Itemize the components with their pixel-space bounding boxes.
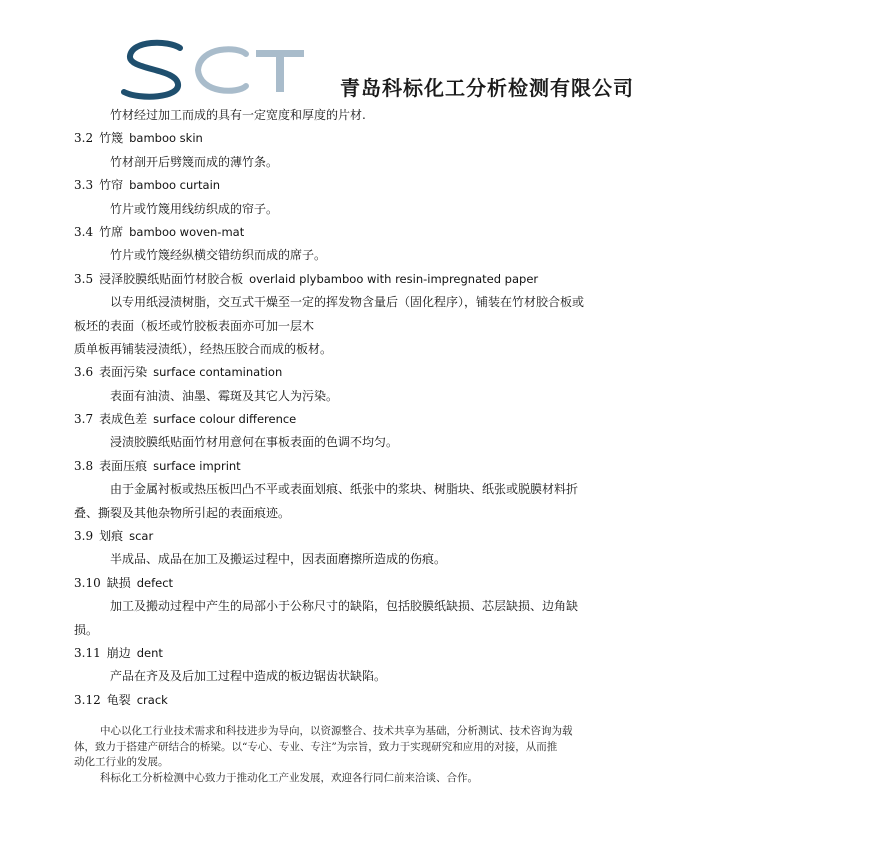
- section-desc: 由于金属衬板或热压板凹凸不平或表面划痕、纸张中的浆块、树脂块、纸张或脱膜材料折: [110, 482, 579, 497]
- section-desc: 竹片或竹篾用线纺织成的帘子。: [110, 201, 279, 216]
- company-name: 青岛科标化工分析检测有限公司: [340, 76, 634, 100]
- section-heading: 3.10 缺损 defect: [74, 575, 174, 590]
- section-desc: 产品在齐及及后加工过程中造成的板边锯齿状缺陷。: [110, 669, 387, 684]
- intro-text: 竹材经过加工而成的具有一定宽度和厚度的片材.: [110, 108, 366, 122]
- page-header: [0, 0, 870, 108]
- section-heading: 3.6 表面污染 surface contamination: [74, 365, 283, 380]
- section-desc-cont: 叠、撕裂及其他杂物所引起的表面痕迹。: [74, 505, 291, 520]
- section-desc-cont: 损。: [74, 622, 99, 637]
- section-desc: 表面有油渍、油墨、霉斑及其它人为污染。: [110, 388, 339, 403]
- section-desc-cont: 质单板再铺装浸渍纸），经热压胶合而成的板材。: [74, 341, 333, 356]
- footer-line: 中心以化工行业技术需求和科技进步为导向，以资源整合、技术共享为基础，分析测试、技术咨询为载: [100, 725, 573, 737]
- section-heading: 3.12 龟裂 crack: [74, 692, 168, 707]
- footer-line: 体，致力于搭建产研结合的桥梁。以“专心、专业、专注”为宗旨，致力于实现研究和应用的对接，从而推: [74, 740, 558, 753]
- section-heading: 3.11 崩边 dent: [74, 645, 163, 660]
- section-desc: 竹片或竹篾经纵横交错纺织而成的席子。: [110, 248, 327, 263]
- section-heading: 3.2 竹篾 bamboo skin: [74, 131, 203, 146]
- section-heading: 3.3 竹帘 bamboo curtain: [74, 178, 221, 193]
- section-heading: 3.9 划痕 scar: [74, 529, 154, 544]
- section-desc: 半成品、成品在加工及搬运过程中，因表面磨擦所造成的伤痕。: [110, 552, 447, 567]
- section-heading: 3.4 竹席 bamboo woven-mat: [74, 224, 245, 239]
- footer-note: [74, 724, 804, 786]
- section-desc-cont: 板坯的表面（板坯或竹胶板表面亦可加一层木: [74, 318, 315, 333]
- sct-logo-icon: [118, 36, 318, 106]
- document-body: [74, 104, 804, 712]
- section-desc: 浸渍胶膜纸贴面竹材用意何在事板表面的色调不均匀。: [110, 435, 399, 450]
- footer-line: 科标化工分析检测中心致力于推动化工产业发展，欢迎各行同仁前来洽谈、合作。: [100, 771, 478, 784]
- section-desc: 以专用纸浸渍树脂，交互式干燥至一定的挥发物含量后（固化程序），铺装在竹材胶合板或: [110, 295, 585, 310]
- section-desc: 加工及搬动过程中产生的局部小于公称尺寸的缺陷，包括胶膜纸缺损、芯层缺损、边角缺: [110, 599, 579, 614]
- section-heading: 3.5 浸泽胶膜纸贴面竹材胶合板 overlaid plybamboo with resin-impregnated paper: [74, 271, 539, 286]
- section-heading: 3.7 表成色差 surface colour difference: [74, 412, 297, 427]
- section-heading: 3.8 表面压痕 surface imprint: [74, 458, 241, 473]
- footer-line: 动化工行业的发展。: [74, 756, 169, 768]
- section-desc: 竹材剖开后劈篾而成的薄竹条。: [110, 154, 279, 169]
